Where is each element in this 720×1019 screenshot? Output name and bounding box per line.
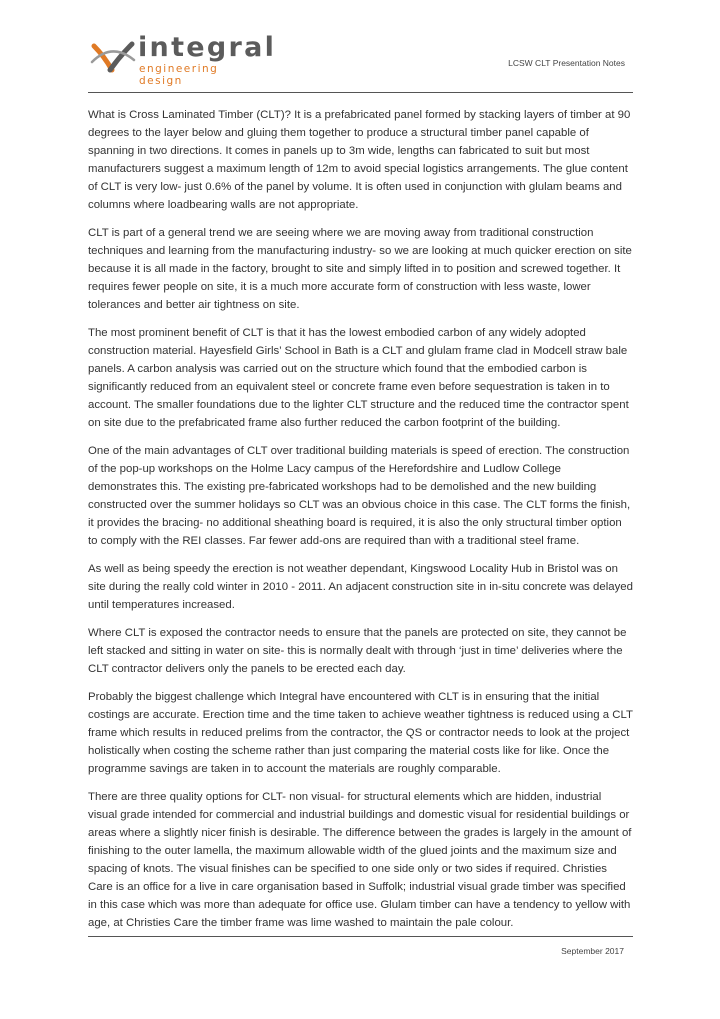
paragraph: Where CLT is exposed the contractor needs to ensure that the panels are protected on site, they cannot be left stacked and sitting in water on site- this is normally dealt with through ‘just in time’ deliveries where the CLT contractor delivers only the panels to be erected each day.: [88, 627, 627, 675]
page-header: [90, 32, 635, 94]
paragraph: What is Cross Laminated Timber (CLT)? It is a prefabricated panel formed by stacking layers of timber at 90 degrees to the layer below and gluing them together to produce a structural timber panel capable of spanning in two directions. It comes in panels up to 3m wide, lengths can fabricated to suit but most manufacturers suggest a maximum length of 12m to avoid special logistics arrangements. The glue content of CLT is very low- just 0.6% of the panel by volume. It is often used in conjunction with glulam beams and columns where loadbearing walls are not appropriate.: [88, 109, 631, 211]
paragraph: The most prominent benefit of CLT is that it has the lowest embodied carbon of any widely adopted construction material. Hayesfield Girls’ School in Bath is a CLT and glulam frame clad in Modcell straw bale panels. A carbon analysis was carried out on the structure which found that the embodied carbon is significantly reduced from an equivalent steel or concrete frame even before sequestration is taken in to account. The smaller foundations due to the lighter CLT structure and the reduced time the contractor spent on site due to the prefabricated frame also further reduced the carbon footprint of the building.: [88, 327, 629, 429]
footer-date: September 2017: [561, 946, 624, 956]
header-divider: [88, 92, 633, 93]
integral-logo-icon: [90, 40, 136, 74]
footer-divider: [88, 936, 633, 937]
brand-logo: [90, 32, 277, 87]
paragraph: There are three quality options for CLT- non visual- for structural elements which are hidden, industrial visual grade intended for commercial and industrial buildings and domestic visual for residential buildings or areas where a slightly nicer finish is desirable. The difference between the grades is largely in the amount of finishing to the outer lamella, the maximum allowable width of the glued joints and the maximum size and spacing of knots. The visual finishes can be specified to one side only or two sides if required. Christies Care is an office for a live in care organisation based in Suffolk; industrial visual grade timber was specified in this case which was more than adequate for office use. Glulam timber can have a tendency to yellow with age, at Christies Care the timber frame was lime washed to maintain the pale colour.: [88, 791, 632, 929]
paragraph: As well as being speedy the erection is not weather dependant, Kingswood Locality Hub in Bristol was on site during the really cold winter in 2010 - 2011. An adjacent construction site in in-situ concrete was delayed until temperatures increased.: [88, 563, 633, 611]
paragraph: CLT is part of a general trend we are seeing where we are moving away from traditional construction techniques and learning from the manufacturing industry- so we are looking at much quicker erection on site because it is all made in the factory, brought to site and simply lifted in to position and screwed together. It requires fewer people on site, it is a much more accurate form of construction with less waste, lower tolerances and better air tightness on site.: [88, 227, 632, 311]
document-body: [88, 106, 633, 942]
document-title: LCSW CLT Presentation Notes: [508, 58, 625, 68]
brand-tagline: engineering design: [139, 63, 219, 87]
paragraph: Probably the biggest challenge which Integral have encountered with CLT is in ensuring that the initial costings are accurate. Erection time and the time taken to achieve weather tightness is reduced using a CLT frame which results in reduced prelims from the contractor, the QS or contractor needs to look at the project holistically when costing the scheme rather than just comparing the material costs like for like. Once the programme savings are taken in to account the materials are roughly comparable.: [88, 691, 633, 775]
brand-name: integral: [138, 32, 277, 63]
paragraph: One of the main advantages of CLT over traditional building materials is speed of erection. The construction of the pop-up workshops on the Holme Lacy campus of the Herefordshire and Ludlow College demonstrates this. The existing pre-fabricated workshops had to be demolished and the new building constructed over the summer holidays so CLT was an obvious choice in this case. The CLT forms the finish, it provides the bracing- no additional sheathing board is required, it is also the only structural timber option to comply with the REI classes. Far fewer add-ons are required than with a traditional steel frame.: [88, 445, 631, 547]
